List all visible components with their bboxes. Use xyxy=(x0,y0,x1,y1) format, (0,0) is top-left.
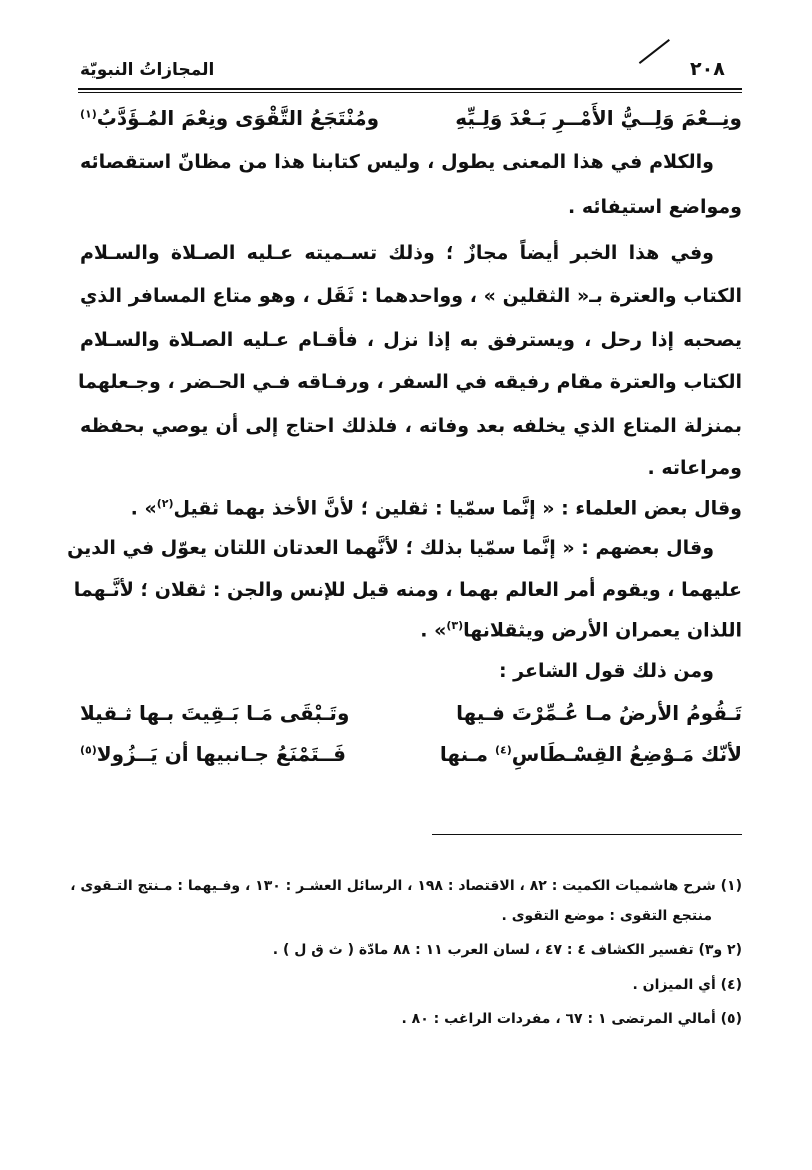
text: اللذان يعمران الأرض ويثقلانها xyxy=(463,619,742,642)
text-line xyxy=(420,619,742,641)
verse-text: ومُنْتَجَعُ التَّقْوَى ونِعْمَ المُـؤَدَّبُ xyxy=(96,106,380,130)
footnote-ref: (٤) xyxy=(494,743,512,757)
text-line: الكتاب والعترة بـ« الثقلين » ، وواحدهما : ثَقَل ، وهو متاع المسافر الذي xyxy=(80,285,742,307)
footnote: (٥) أمالي المرتضى ١ : ٦٧ ، مفردات الراغب : ٨٠ . xyxy=(401,1011,742,1027)
footnote-ref: (٢) xyxy=(156,497,174,510)
text-line: عليهما ، ويقوم أمر العالم بهما ، ومنه قيل للإنس والجن : ثقلان ؛ لأنَّـهما xyxy=(73,579,742,601)
footnote: (١) شرح هاشميات الكميت : ٨٢ ، الاقتصاد : ١٩٨ ، الرسائل العشـر : ١٣٠ ، وفـيهما : مـنتج التـقوى ، xyxy=(70,878,742,894)
running-title: المجازاتُ النبويّة xyxy=(80,60,215,80)
verse-hemistich-left: وتَـبْقَى مَـا بَـقِيتَ بـها ثـقيلا xyxy=(80,701,350,725)
text: » . xyxy=(420,619,447,642)
verse-text: لأنّك مَـوْضِعُ القِسْـطَاسِ xyxy=(511,742,742,766)
header-rule-thin xyxy=(78,92,742,93)
text-line: يصحبه إذا رحل ، ويسترفق به إذا نزل ، فأقـام عـليه الصـلاة والسـلام xyxy=(80,329,742,351)
verse-text: ونِــعْمَ وَلِــيُّ الأَمْــرِ بَـعْدَ وَلِـيِّهِ xyxy=(455,106,742,130)
text-line: ومواضع استيفائه . xyxy=(568,196,742,218)
text-line: وقال بعضهم : « إنَّما سمّيا بذلك ؛ لأنَّهما العدتان اللتان يعوّل في الدين xyxy=(67,537,714,559)
footnote-ref: (٥) xyxy=(80,743,97,757)
verse-text: فَــتَمْنَعُ جـانبيها أن يَــزُولا xyxy=(96,742,347,766)
text: وقال بعض العلماء : « إنَّما سمّيا : ثقلين ؛ لأنَّ الأخذ بهما ثقيل xyxy=(173,497,742,520)
header-slant-rule xyxy=(639,39,670,64)
footnote: منتجع التقوى : موضع التقوى . xyxy=(501,908,712,924)
footnote-ref: (٣) xyxy=(446,619,464,632)
text: » . xyxy=(130,497,157,520)
header-rule xyxy=(78,88,742,90)
verse-hemistich-left xyxy=(80,106,379,130)
text-line: وفي هذا الخبر أيضاً مجازٌ ؛ وذلك تسـميته عـليه الصـلاة والسـلام xyxy=(80,242,714,264)
page-number: ٢٠٨ xyxy=(690,58,725,80)
verse-hemistich-left xyxy=(80,742,346,766)
text-line: الكتاب والعترة مقام رفيقه في السفر ، ورفـاقه فـي الحـضر ، وجـعلهما xyxy=(77,371,742,393)
verse-hemistich-right xyxy=(440,742,742,766)
verse-hemistich-right: تَـقُومُ الأرضُ مـا عُـمِّرْتَ فـيها xyxy=(456,701,742,725)
text-line xyxy=(131,497,742,519)
verse-text: مـنها xyxy=(439,742,495,766)
text-line: والكلام في هذا المعنى يطول ، وليس كتابنا هذا من مظانّ استقصائه xyxy=(80,151,714,173)
text-line: ومراعاته . xyxy=(647,457,742,479)
footnote: (٢ و٣) تفسير الكشاف ٤ : ٤٧ ، لسان العرب ١١ : ٨٨ مادّة ( ث ق ل ) . xyxy=(272,942,742,958)
verse-hemistich-right xyxy=(455,106,742,130)
footnote: (٤) أي الميزان . xyxy=(632,977,742,993)
text-line: ومن ذلك قول الشاعر : xyxy=(498,660,714,682)
text-line: بمنزلة المتاع الذي يخلفه بعد وفاته ، فلذلك احتاج إلى أن يوصي بحفظه xyxy=(80,415,742,437)
footnote-ref: (١) xyxy=(80,107,97,121)
footnote-separator xyxy=(432,834,742,835)
